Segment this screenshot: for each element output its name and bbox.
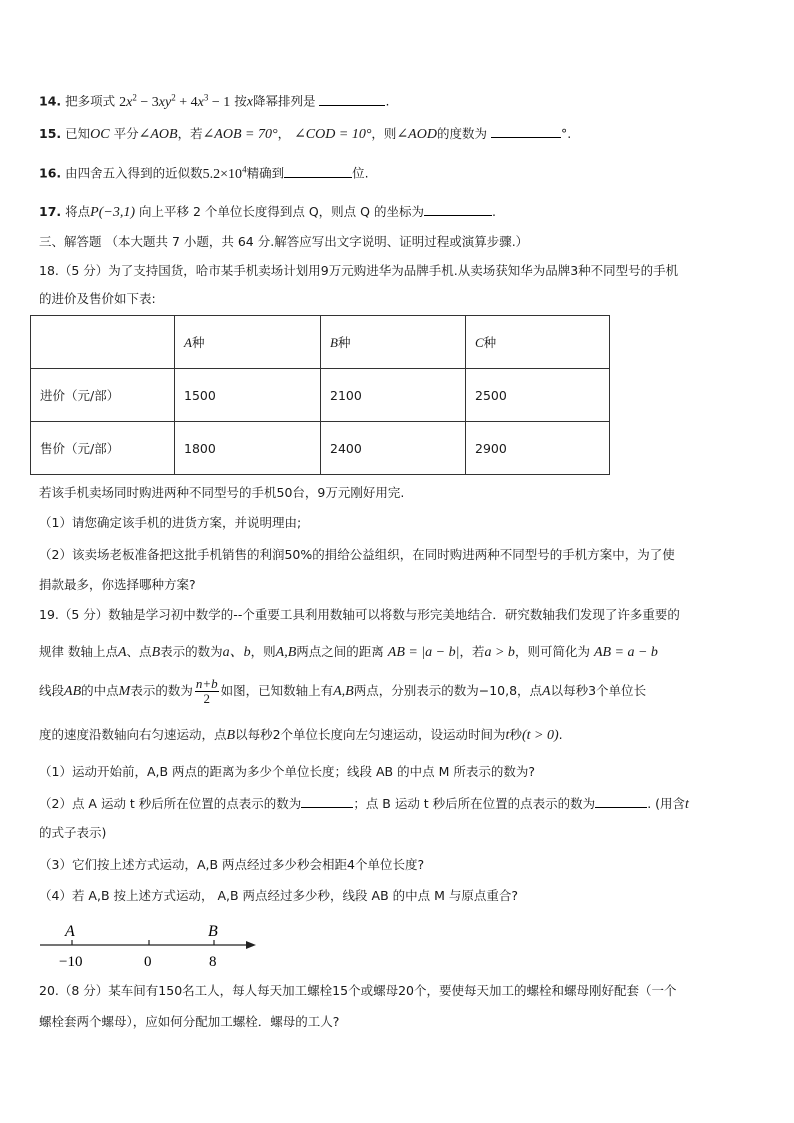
question-19-line1: 19.（5 分）数轴是学习初中数学的--个重要工具利用数轴可以将数与形完美地结合．研究数轴我们发现了许多重要的 <box>39 607 680 622</box>
midpoint-fraction: $\frac{n+b}{2}$ <box>195 676 218 706</box>
answer-blank[interactable] <box>301 794 353 808</box>
tick-label: 8 <box>209 954 217 970</box>
answer-blank[interactable] <box>491 124 561 138</box>
table-cell: 进价（元/部） <box>31 369 175 422</box>
answer-blank[interactable] <box>284 164 352 178</box>
question-19-line2: 规律 数轴上点A、点B表示的数为a、b，则A,B两点之间的距离 AB = |a − b|，若a > b，则可简化为 AB = a − b <box>39 644 658 660</box>
question-19-sub2-cont: 的式子表示) <box>39 825 107 840</box>
question-19-sub3: （3）它们按上述方式运动，A,B 两点经过多少秒会相距4个单位长度? <box>39 857 425 872</box>
question-18-sub2: （2）该卖场老板准备把这批手机销售的利润50%的捐给公益组织，在同时购进两种不同型号的手机方案中，为了使 <box>39 547 675 562</box>
question-19-sub2: （2）点 A 运动 t 秒后所在位置的点表示的数为 ；点 B 运动 t 秒后所在位置的点表示的数为 . (用含t <box>39 796 689 812</box>
question-19-line3: 线段AB的中点M表示的数为 $\frac{n+b}{2}$ 如图，已知数轴上有A,B两点，分别表示的数为−10,8，点A以每秒3个单位长 <box>39 676 647 706</box>
tick-label: 0 <box>144 954 152 970</box>
price-table <box>30 315 610 475</box>
tick-label: −10 <box>59 954 83 970</box>
table-cell: 2400 <box>321 422 466 475</box>
question-18-line3: 若该手机卖场同时购进两种不同型号的手机50台，9万元刚好用完. <box>39 485 405 500</box>
number-line-figure <box>38 918 268 974</box>
approx-number: $5.2\times 10^4$ <box>202 164 247 182</box>
question-17: 17. 将点P(−3,1) 向上平移 2 个单位长度得到点 Q，则点 Q 的坐标为 . <box>39 204 496 220</box>
question-20-line1: 20.（8 分）某车间有150名工人，每人每天加工螺栓15个或螺母20个，要使每天加工的螺栓和螺母刚好配套（一个 <box>39 983 677 998</box>
question-14: 14. 把多项式 $2x^2 - 3xy^2 + 4x^3 - 1$ 按x降幂排列是 . <box>39 92 390 110</box>
question-18-sub2-cont: 捐款最多，你选择哪种方案? <box>39 577 196 592</box>
question-15: 15. 已知OC 平分∠AOB，若∠AOB = 70°， ∠COD = 10°，则∠AOD的度数为 °. <box>39 126 572 142</box>
table-header-cell: A种 <box>175 316 321 369</box>
answer-blank[interactable] <box>319 92 385 106</box>
table-cell: 1800 <box>175 422 321 475</box>
table-header-cell: B种 <box>321 316 466 369</box>
arrow-right-icon <box>246 941 256 949</box>
table-cell: 2100 <box>321 369 466 422</box>
table-row <box>31 369 610 422</box>
point-b-label: B <box>208 923 218 940</box>
table-header-cell: C种 <box>466 316 610 369</box>
point-a-label: A <box>65 923 75 940</box>
table-header-row <box>31 316 610 369</box>
question-19-line4: 度的速度沿数轴向右匀速运动，点B以每秒2个单位长度向左匀速运动，设运动时间为t秒(t > 0). <box>39 727 563 743</box>
section-heading: 三、解答题 （本大题共 7 小题，共 64 分.解答应写出文字说明、证明过程或演算步骤.） <box>39 234 529 249</box>
table-cell <box>31 316 175 369</box>
question-18-line1: 18.（5 分）为了支持国货，哈市某手机卖场计划用9万元购进华为品牌手机.从卖场获知华为品牌3种不同型号的手机 <box>39 263 679 278</box>
table-cell: 2500 <box>466 369 610 422</box>
question-19-sub1: （1）运动开始前，A,B 两点的距离为多少个单位长度；线段 AB 的中点 M 所表示的数为? <box>39 764 535 779</box>
table-cell: 1500 <box>175 369 321 422</box>
polynomial-expression: $2x^2 - 3xy^2 + 4x^3 - 1$ <box>119 92 231 110</box>
answer-blank[interactable] <box>424 202 492 216</box>
question-16: 16. 由四舍五入得到的近似数$5.2\times 10^4$精确到 位. <box>39 164 369 182</box>
table-cell: 售价（元/部） <box>31 422 175 475</box>
question-18-sub1: （1）请您确定该手机的进货方案，并说明理由; <box>39 515 302 530</box>
answer-blank[interactable] <box>595 794 647 808</box>
question-20-line2: 螺栓套两个螺母），应如何分配加工螺栓．螺母的工人? <box>39 1014 340 1029</box>
question-18-line2: 的进价及售价如下表: <box>39 291 156 306</box>
table-cell: 2900 <box>466 422 610 475</box>
question-19-sub4: （4）若 A,B 按上述方式运动， A,B 两点经过多少秒，线段 AB 的中点 M 与原点重合? <box>39 888 518 903</box>
table-row <box>31 422 610 475</box>
